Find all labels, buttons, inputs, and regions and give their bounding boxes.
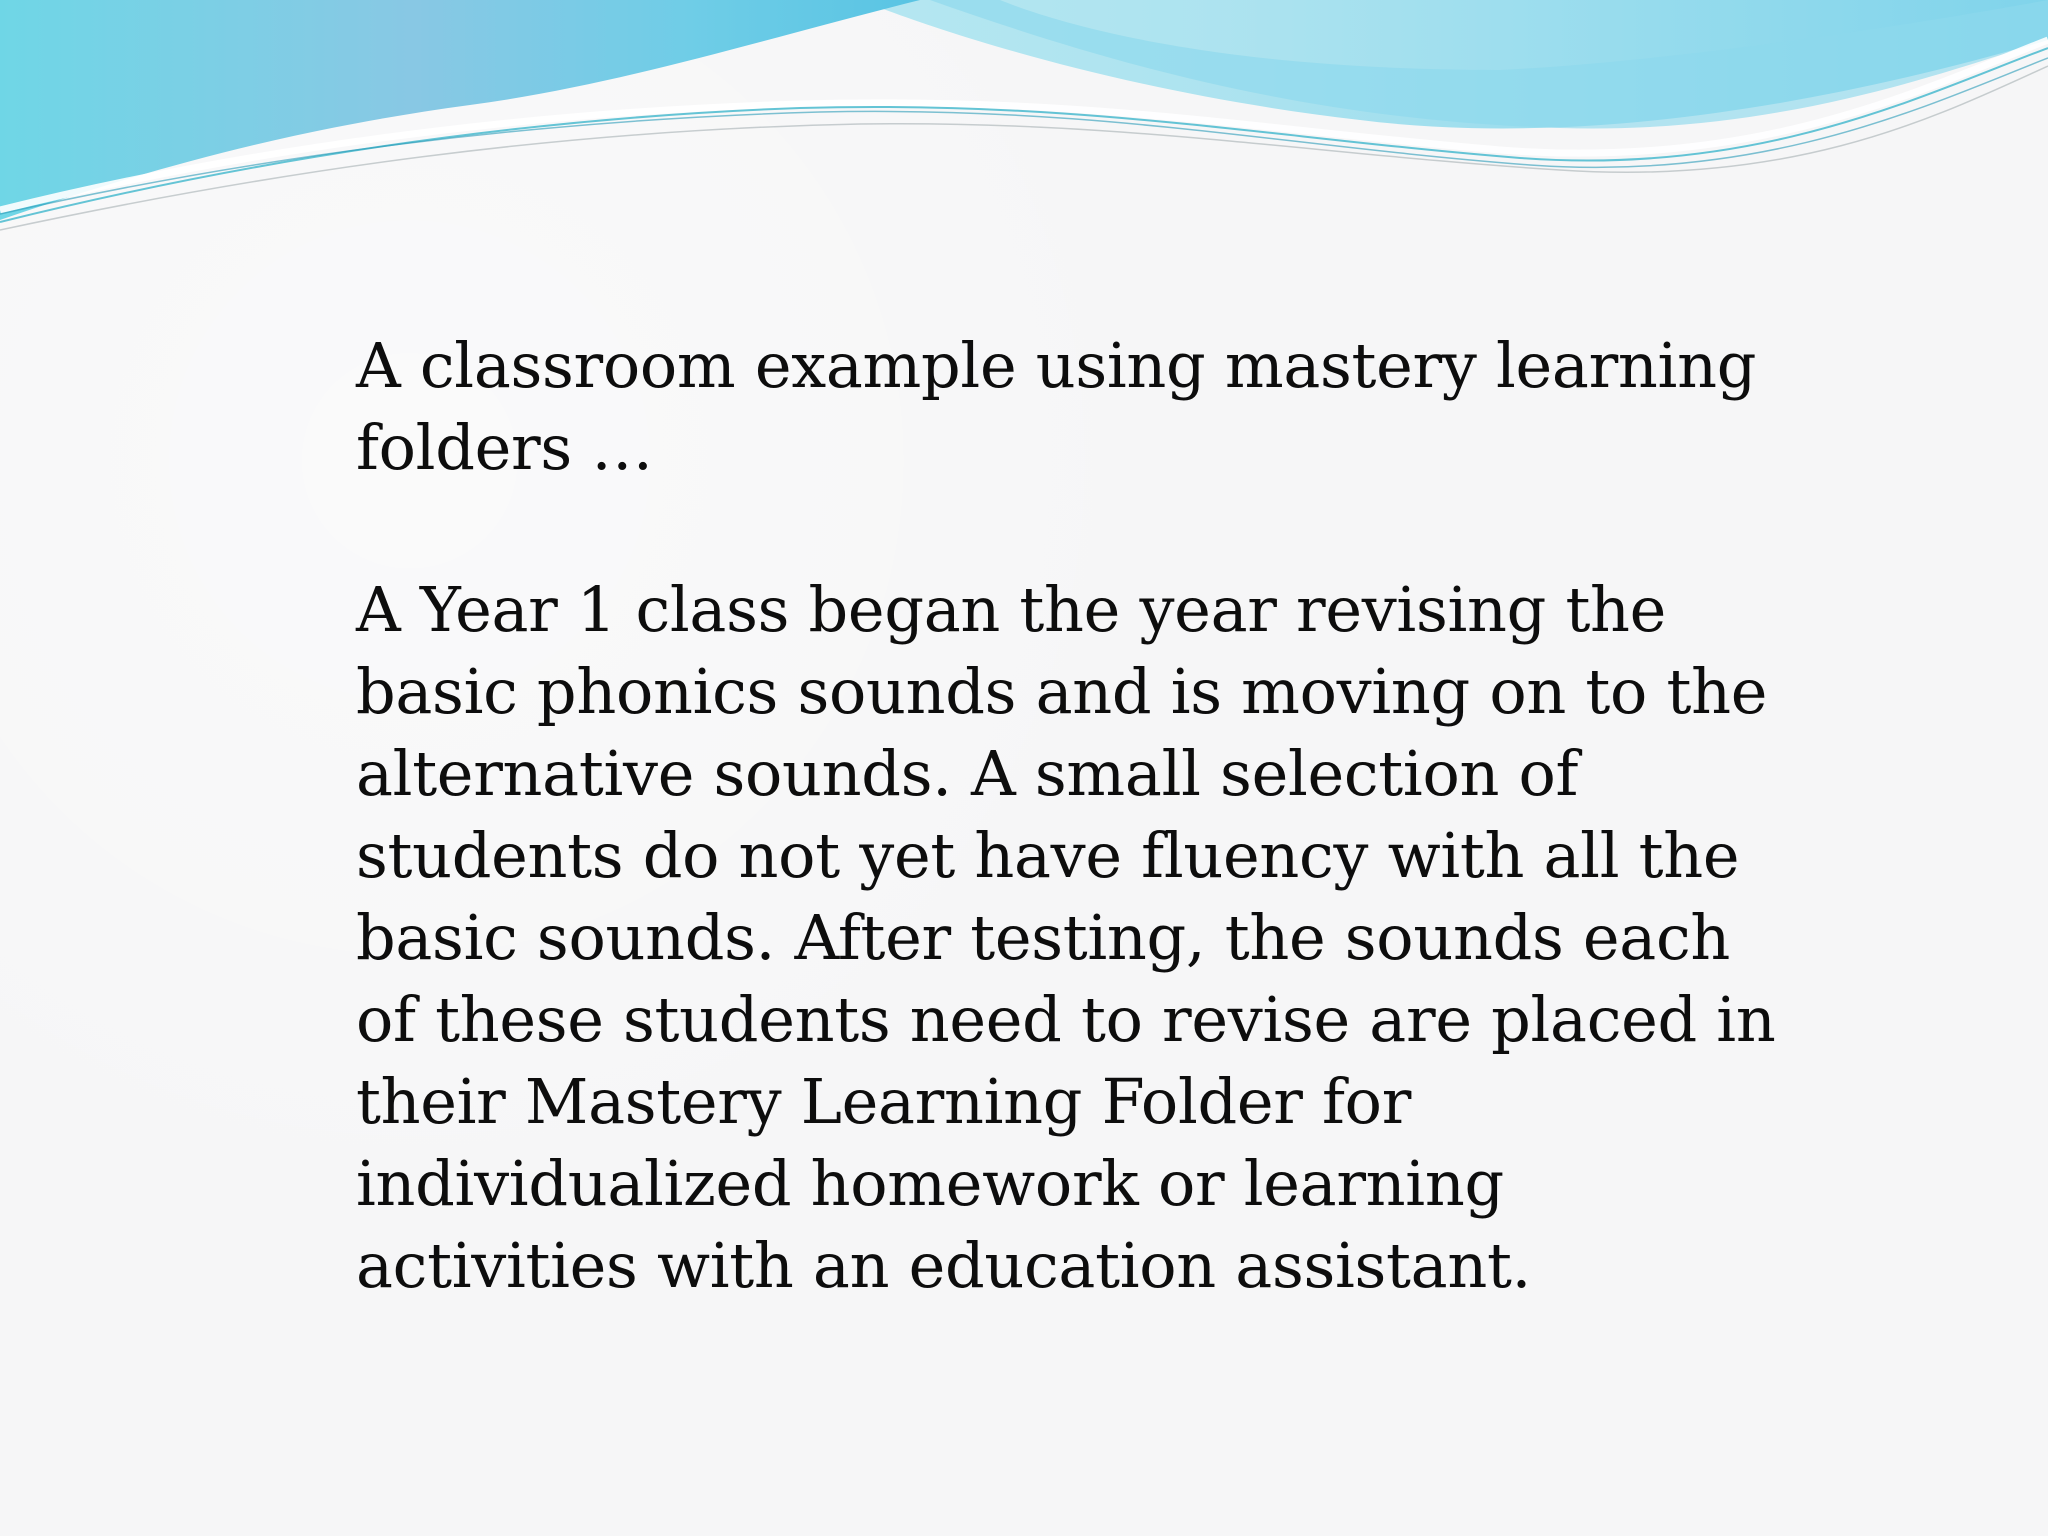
wave-header-decoration: [0, 0, 2048, 260]
wave-left-shape: [0, 0, 920, 220]
slide-body-text: [356, 325, 1796, 1307]
slide-body-paragraph: A Year 1 class began the year revising the basic phonics sounds and is moving on to the alternative sounds. A small selection of students do not yet have fluency with all the basic sounds. After testing, the sounds each of these students need to revise are placed in their Mastery Learning Folder for individualized homework or learning activities with an education assistant.: [356, 573, 1776, 1302]
slide-heading-paragraph: A classroom example using mastery learning folders …: [356, 329, 1757, 484]
